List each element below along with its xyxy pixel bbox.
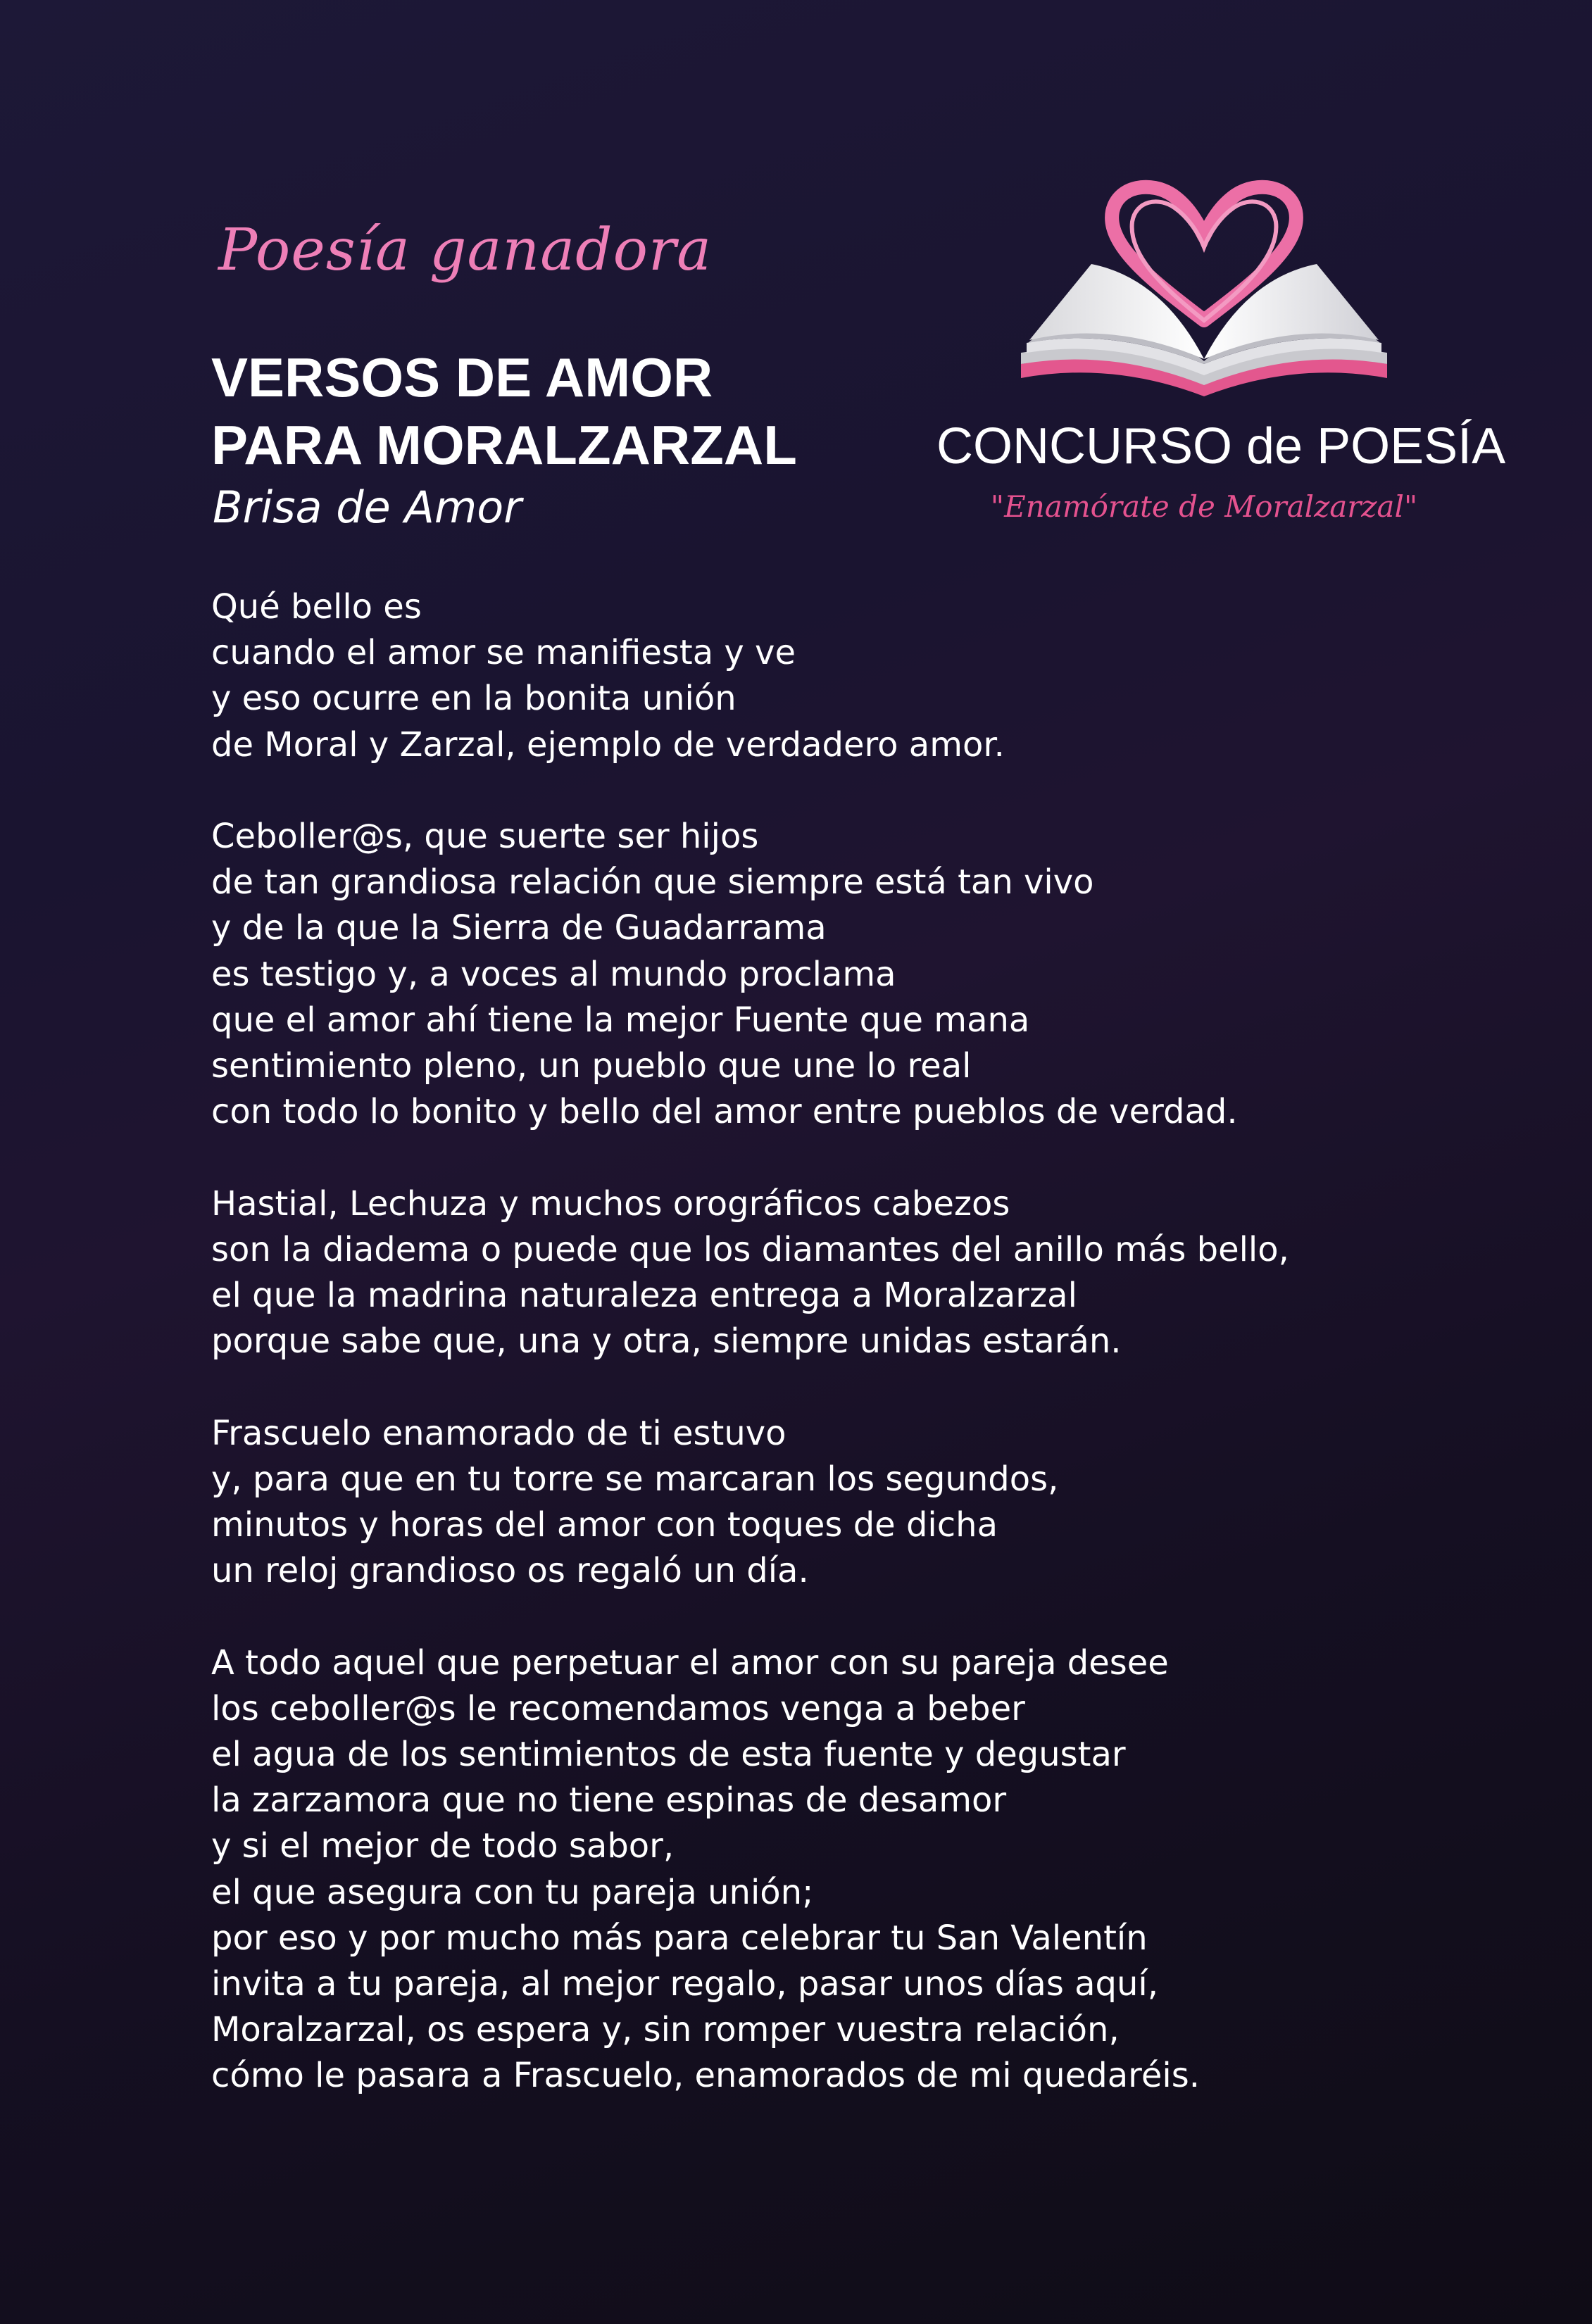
poem-line: Moralzarzal, os espera y, sin romper vuestra relación, (211, 2010, 1120, 2050)
poem-line: el agua de los sentimientos de esta fuente y degustar (211, 1735, 1126, 1775)
poem-stanza-4 (211, 1411, 1549, 1595)
contest-logo-subtitle: "Enamórate de Moralzarzal" (990, 489, 1418, 524)
poem-line: y de la que la Sierra de Guadarrama (211, 908, 827, 948)
heart-book-icon (1007, 180, 1401, 405)
poem-line: invita a tu pareja, al mejor regalo, pasar unos días aquí, (211, 1964, 1158, 2004)
poem-subtitle: Brisa de Amor (213, 482, 522, 533)
poem-line: cómo le pasara a Frascuelo, enamorados de mi quedaréis. (211, 2056, 1200, 2096)
poem-line: y eso ocurre en la bonita unión (211, 679, 737, 719)
poem-line: Ceboller@s, que suerte ser hijos (211, 817, 759, 856)
poem-line: es testigo y, a voces al mundo proclama (211, 954, 896, 994)
poem-line: el que la madrina naturaleza entrega a Moralzarzal (211, 1276, 1077, 1316)
poem-line: cuando el amor se manifiesta y ve (211, 633, 796, 673)
poem-line: Frascuelo enamorado de ti estuvo (211, 1413, 786, 1453)
poem-line: y si el mejor de todo sabor, (211, 1826, 675, 1866)
poem-title (211, 344, 797, 479)
contest-logo (936, 180, 1506, 532)
poem-line: que el amor ahí tiene la mejor Fuente que mana (211, 1000, 1030, 1040)
poem-line: porque sabe que, una y otra, siempre unidas estarán. (211, 1321, 1122, 1362)
title-line-2: PARA MORALZARZAL (211, 414, 797, 476)
poem-line: con todo lo bonito y bello del amor entre pueblos de verdad. (211, 1092, 1238, 1132)
poem-stanza-2 (211, 814, 1549, 1135)
poem-line: y, para que en tu torre se marcaran los segundos, (211, 1459, 1059, 1499)
poem-line: el que asegura con tu pareja unión; (211, 1872, 814, 1912)
poem-line: por eso y por mucho más para celebrar tu San Valentín (211, 1918, 1148, 1958)
title-line-1: VERSOS DE AMOR (211, 346, 713, 408)
poem-line: A todo aquel que perpetuar el amor con su pareja desee (211, 1642, 1169, 1683)
poem-line: los ceboller@s le recomendamos venga a beber (211, 1688, 1025, 1728)
poem-line: Hastial, Lechuza y muchos orográficos cabezos (211, 1183, 1010, 1224)
tagline: Poesía ganadora (218, 217, 713, 284)
poem-stanza-1 (211, 584, 1549, 768)
poem-line: Qué bello es (211, 587, 422, 627)
contest-logo-title: CONCURSO de POESÍA (936, 418, 1506, 475)
poem-line: minutos y horas del amor con toques de dicha (211, 1505, 998, 1545)
poem-body (211, 584, 1549, 2145)
poem-line: un reloj grandioso os regaló un día. (211, 1551, 809, 1591)
poem-line: son la diadema o puede que los diamantes del anillo más bello, (211, 1229, 1289, 1269)
poem-stanza-5 (211, 1640, 1549, 2099)
poem-line: sentimiento pleno, un pueblo que une lo real (211, 1046, 972, 1086)
poem-line: la zarzamora que no tiene espinas de desamor (211, 1780, 1007, 1821)
poem-line: de tan grandiosa relación que siempre está tan vivo (211, 862, 1094, 903)
poem-stanza-3 (211, 1181, 1549, 1365)
poem-line: de Moral y Zarzal, ejemplo de verdadero amor. (211, 724, 1005, 765)
